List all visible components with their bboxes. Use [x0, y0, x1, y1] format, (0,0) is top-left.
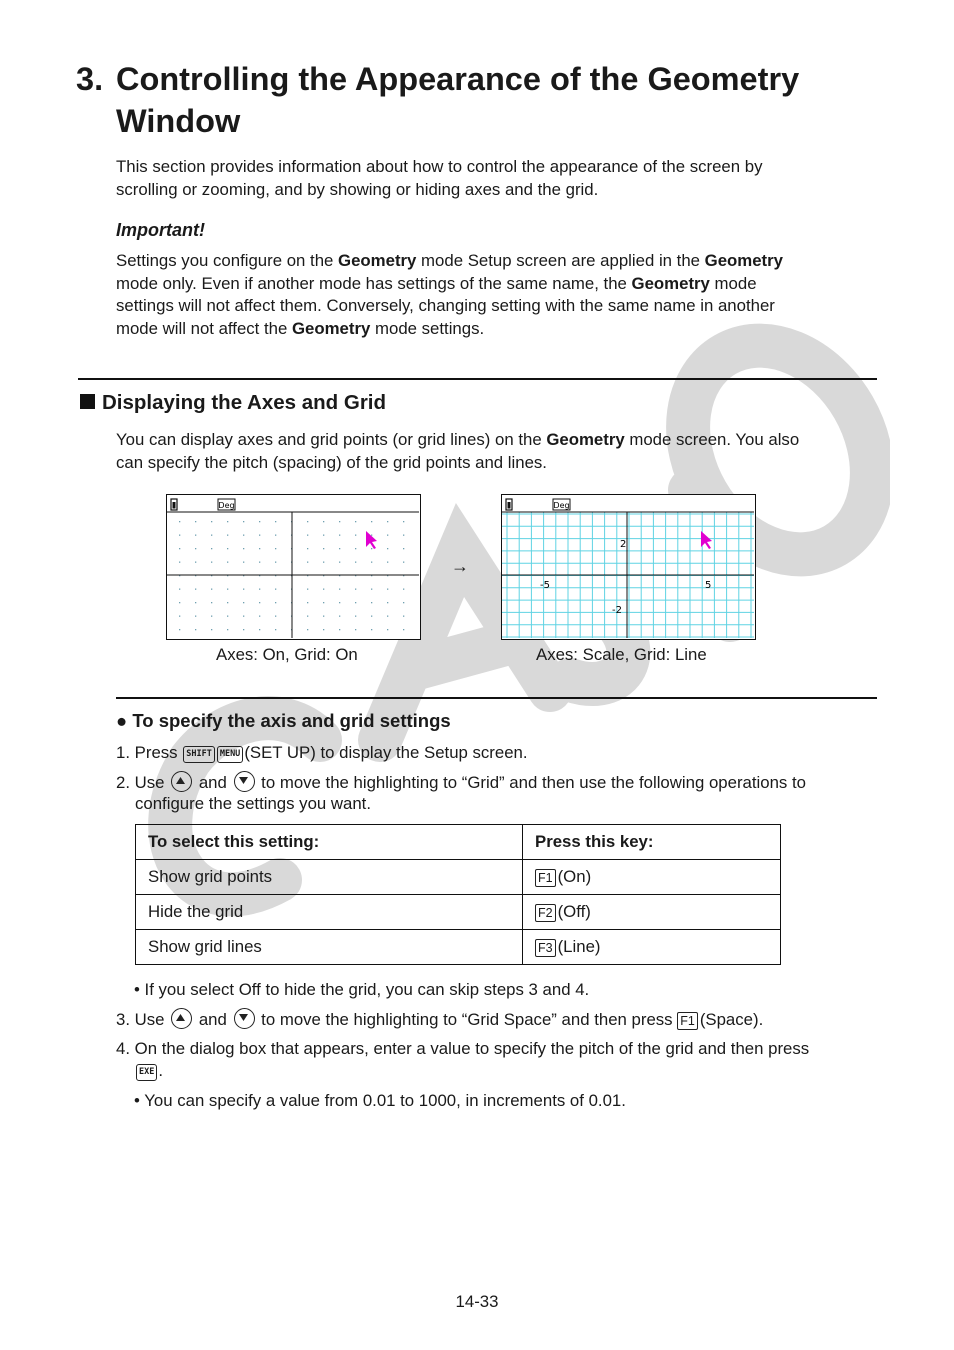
grid-point — [323, 629, 324, 630]
grid-point — [227, 589, 228, 590]
settings-table — [135, 824, 781, 965]
grid-point — [355, 548, 356, 549]
grid-point — [179, 629, 180, 630]
grid-point — [371, 535, 372, 536]
grid-point — [307, 629, 308, 630]
grid-point — [211, 562, 212, 563]
bullet-icon: ● — [116, 710, 128, 731]
grid-point — [371, 629, 372, 630]
grid-point — [275, 602, 276, 603]
deg-indicator — [218, 499, 235, 510]
grid-point — [371, 548, 372, 549]
grid-point — [227, 602, 228, 603]
scale-label-bottom: -2 — [612, 605, 622, 616]
grid-point — [243, 562, 244, 563]
right-screen-caption: Axes: Scale, Grid: Line — [536, 645, 707, 664]
procedure-heading: ● To specify the axis and grid settings — [116, 710, 451, 731]
grid-point — [371, 562, 372, 563]
grid-point — [355, 629, 356, 630]
grid-point — [243, 521, 244, 522]
left-screen-caption: Axes: On, Grid: On — [216, 645, 358, 664]
square-bullet-icon — [80, 394, 95, 409]
down-arrow-key-icon[interactable] — [234, 771, 255, 792]
grid-point — [403, 521, 404, 522]
section-heading: Displaying the Axes and Grid — [80, 391, 386, 415]
grid-point — [243, 616, 244, 617]
svg-text:Deg: Deg — [553, 501, 570, 510]
grid-point — [179, 602, 180, 603]
grid-point — [371, 521, 372, 522]
grid-point — [275, 521, 276, 522]
grid-point — [179, 548, 180, 549]
grid-point — [307, 548, 308, 549]
grid-point — [387, 616, 388, 617]
grid-point — [339, 629, 340, 630]
grid-point — [355, 562, 356, 563]
intro-paragraph: This section provides information about how to control the appearance of the screen by scrolling or zooming, and by showing or hiding axes and the grid. — [116, 157, 763, 199]
screen-axes-on-grid-on — [166, 494, 421, 640]
step-1: 1. Press SHIFT MENU (SET UP) to display the Setup screen. — [116, 743, 528, 762]
grid-point — [227, 548, 228, 549]
grid-point — [275, 535, 276, 536]
grid-point — [371, 616, 372, 617]
grid-point — [323, 562, 324, 563]
grid-point — [339, 602, 340, 603]
menu-key[interactable]: MENU — [217, 746, 243, 763]
grid-point — [387, 562, 388, 563]
step-2: 2. Use and to move the highlighting to “Grid” and then use the following operations to — [116, 773, 806, 792]
grid-point — [403, 562, 404, 563]
grid-point — [195, 548, 196, 549]
grid-point — [323, 535, 324, 536]
grid-point — [323, 589, 324, 590]
shift-key[interactable]: SHIFT — [183, 746, 215, 763]
grid-point — [403, 589, 404, 590]
grid-point — [243, 548, 244, 549]
note-skip-steps: • If you select Off to hide the grid, you can skip steps 3 and 4. — [134, 980, 590, 999]
grid-point — [195, 521, 196, 522]
grid-point — [211, 548, 212, 549]
grid-point — [195, 589, 196, 590]
grid-point — [387, 535, 388, 536]
battery-icon — [506, 499, 512, 510]
key-cell: F2 (Off) — [523, 895, 781, 930]
grid-point — [275, 548, 276, 549]
arrow-icon: → — [451, 556, 469, 576]
grid-point — [307, 589, 308, 590]
grid-point — [339, 616, 340, 617]
grid-point — [211, 589, 212, 590]
grid-point — [355, 602, 356, 603]
grid-point — [275, 629, 276, 630]
grid-point — [355, 535, 356, 536]
scale-label-left: -5 — [540, 580, 550, 591]
grid-point — [355, 589, 356, 590]
grid-point — [243, 589, 244, 590]
grid-point — [403, 616, 404, 617]
f2-key[interactable]: F2 — [535, 904, 556, 922]
exe-key[interactable]: EXE — [136, 1064, 157, 1081]
title-line-1: Controlling the Appearance of the Geometry — [116, 61, 800, 97]
step-4: 4. On the dialog box that appears, enter a value to specify the pitch of the grid and then press — [116, 1039, 810, 1058]
grid-point — [339, 535, 340, 536]
grid-point — [355, 616, 356, 617]
step-2-continued: configure the settings you want. — [135, 794, 372, 813]
grid-point — [259, 616, 260, 617]
section-number: 3. — [76, 61, 104, 97]
grid-point — [323, 521, 324, 522]
grid-point — [339, 548, 340, 549]
up-arrow-key-icon[interactable] — [171, 1008, 192, 1029]
grid-point — [259, 562, 260, 563]
grid-point — [211, 616, 212, 617]
grid-point — [307, 616, 308, 617]
grid-point — [275, 562, 276, 563]
grid-point — [371, 589, 372, 590]
grid-point — [403, 535, 404, 536]
step-4-continued: EXE . — [135, 1060, 163, 1083]
grid-point — [211, 535, 212, 536]
grid-point — [195, 616, 196, 617]
svg-text:Deg: Deg — [218, 501, 235, 510]
table-row — [136, 860, 781, 895]
grid-point — [403, 629, 404, 630]
battery-icon — [171, 499, 177, 510]
grid-point — [243, 535, 244, 536]
key-cell: F3 (Line) — [523, 930, 781, 965]
grid-point — [195, 602, 196, 603]
grid-point — [307, 562, 308, 563]
grid-point — [259, 535, 260, 536]
grid-point — [339, 562, 340, 563]
grid-point — [387, 629, 388, 630]
down-arrow-key-icon[interactable] — [234, 1008, 255, 1029]
grid-point — [195, 535, 196, 536]
grid-point — [387, 602, 388, 603]
setting-cell: Show grid lines — [136, 930, 523, 965]
grid-point — [355, 521, 356, 522]
section-paragraph: You can display axes and grid points (or grid lines) on the Geometry mode screen. You also can specify the pitch (spacing) of the grid points and lines. — [116, 430, 800, 472]
grid-point — [227, 521, 228, 522]
header-key: Press this key: — [523, 825, 781, 860]
grid-point — [195, 562, 196, 563]
grid-point — [179, 589, 180, 590]
grid-point — [259, 629, 260, 630]
pointer-icon — [366, 531, 377, 549]
table-header-row — [136, 825, 781, 860]
grid-point — [403, 602, 404, 603]
header-setting: To select this setting: — [136, 825, 523, 860]
title-line-2: Window — [116, 103, 241, 139]
screen-axes-scale-grid-line — [501, 494, 756, 640]
grid-point — [227, 535, 228, 536]
grid-point — [259, 548, 260, 549]
table-row — [136, 930, 781, 965]
grid-point — [227, 629, 228, 630]
grid-point — [227, 562, 228, 563]
grid-point — [307, 535, 308, 536]
important-heading: Important! — [116, 220, 205, 240]
up-arrow-key-icon[interactable] — [171, 771, 192, 792]
grid-point — [227, 616, 228, 617]
grid-point — [339, 521, 340, 522]
grid-point — [179, 562, 180, 563]
note-value-range: • You can specify a value from 0.01 to 1000, in increments of 0.01. — [134, 1091, 626, 1110]
page-number: 14-33 — [455, 1292, 499, 1311]
f1-key[interactable]: F1 — [677, 1012, 698, 1030]
deg-indicator — [553, 499, 570, 510]
grid-point — [259, 602, 260, 603]
grid-point — [259, 521, 260, 522]
grid-point — [307, 602, 308, 603]
table-row — [136, 895, 781, 930]
grid-point — [211, 602, 212, 603]
section-divider — [78, 378, 877, 380]
f3-key[interactable]: F3 — [535, 939, 556, 957]
step-3: 3. Use and to move the highlighting to “Grid Space” and then press F1 (Space). — [116, 1010, 764, 1029]
grid-point — [403, 548, 404, 549]
grid-point — [179, 521, 180, 522]
grid-point — [371, 602, 372, 603]
important-paragraph: Settings you configure on the Geometry mode Setup screen are applied in the Geometry mode only. Even if another mode has settings of the same name, the Geometry mode settings will not affect them. Conversely, changing setting with the same name in another mode will not affect the Geometry mode settings. — [116, 251, 783, 338]
grid-point — [195, 629, 196, 630]
scale-label-right: 5 — [705, 580, 712, 591]
grid-point — [211, 629, 212, 630]
setting-cell: Show grid points — [136, 860, 523, 895]
grid-point — [243, 602, 244, 603]
grid-point — [339, 589, 340, 590]
grid-point — [179, 535, 180, 536]
grid-point — [387, 548, 388, 549]
grid-point — [323, 616, 324, 617]
scale-label-top: 2 — [620, 539, 627, 550]
procedure-divider — [116, 697, 877, 699]
f1-key[interactable]: F1 — [535, 869, 556, 887]
grid-point — [179, 616, 180, 617]
grid-point — [275, 589, 276, 590]
setting-cell: Hide the grid — [136, 895, 523, 930]
grid-point — [259, 589, 260, 590]
grid-point — [323, 602, 324, 603]
grid-point — [387, 521, 388, 522]
grid-point — [387, 589, 388, 590]
grid-point — [243, 629, 244, 630]
grid-point — [211, 521, 212, 522]
grid-point — [275, 616, 276, 617]
key-cell: F1 (On) — [523, 860, 781, 895]
grid-point — [323, 548, 324, 549]
grid-point — [307, 521, 308, 522]
